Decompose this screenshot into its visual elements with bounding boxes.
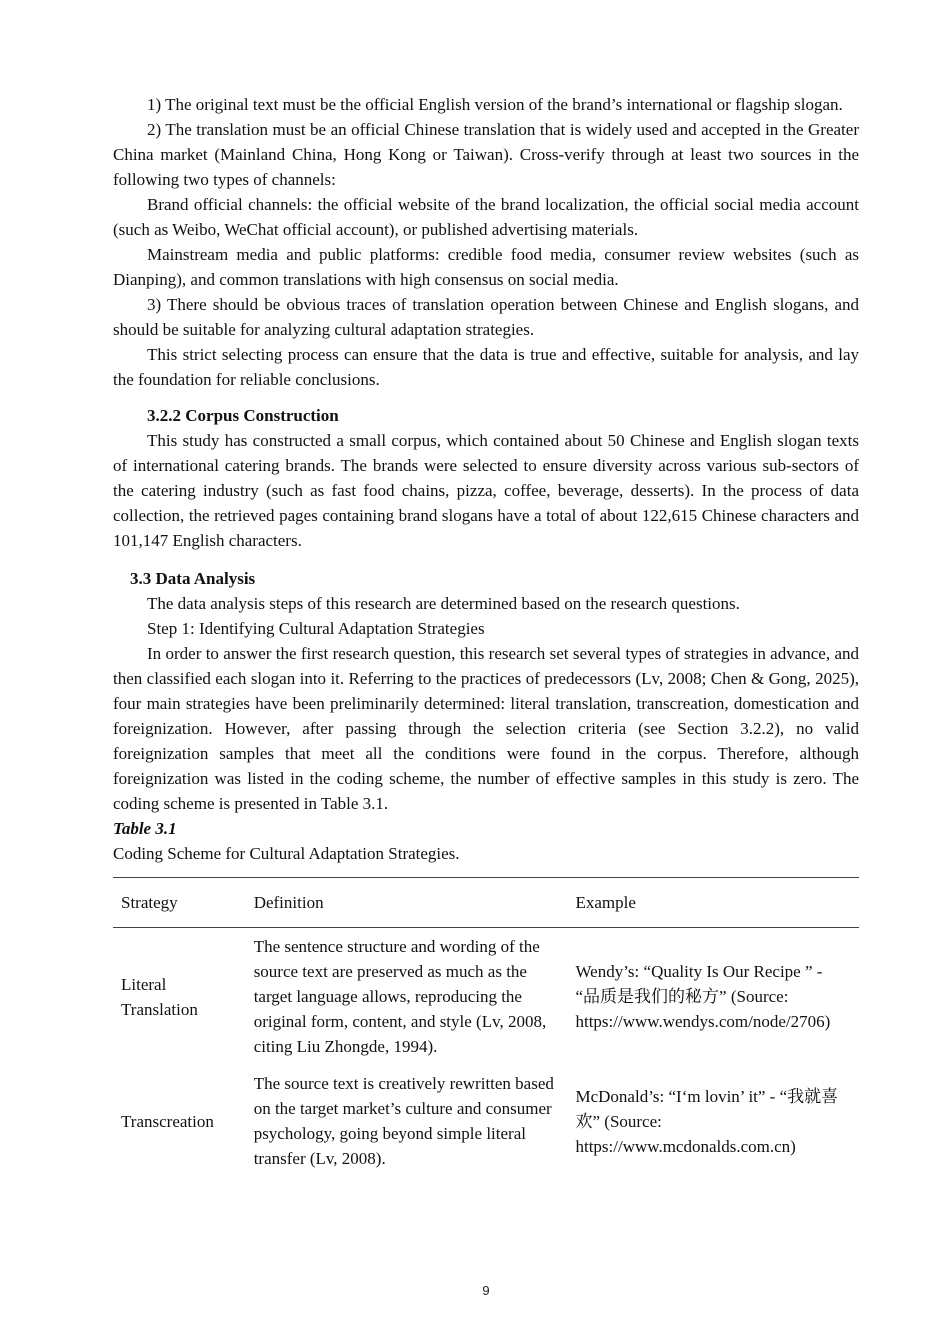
header-example: Example bbox=[575, 893, 636, 912]
cell-strategy: Transcreation bbox=[121, 1111, 214, 1131]
cell-definition: The source text is creatively rewritten based on the target market’s culture and consumer psychology, going beyond simple literal transfer (Lv, 2008). bbox=[253, 1074, 554, 1168]
corpus-construction-body: This study has constructed a small corpus, which contained about 50 Chinese and English slogan texts of international catering brands. The brands were selected to ensure diversity across various sub-sectors of the catering industry (such as fast food chains, pizza, coffee, beverage, desserts). In the process of data collection, the retrieved pages containing brand slogans have a total of about 122,615 Chinese characters and 101,147 English characters. bbox=[113, 431, 859, 550]
heading-data-analysis: 3.3 Data Analysis bbox=[130, 569, 256, 588]
criterion-3: 3) There should be obvious traces of translation operation between Chinese and English slogans, and should be suitable for analyzing cultural adaptation strategies. bbox=[113, 295, 859, 339]
coding-scheme-table bbox=[113, 877, 859, 1177]
criterion-1: 1) The original text must be the official English version of the brand’s international or flagship slogan. bbox=[147, 95, 843, 114]
page-body bbox=[113, 92, 859, 1177]
table-number: Table 3.1 bbox=[113, 819, 177, 838]
channel-mainstream-media: Mainstream media and public platforms: credible food media, consumer review websites (such as Dianping), and common translations with high consensus on social media. bbox=[113, 245, 859, 289]
step-1-body: In order to answer the first research question, this research set several types of strategies in advance, and then classified each slogan into it. Referring to the practices of predecessors (Lv, 2008; Chen & Gong, 2025), four main strategies have been preliminarily determined: literal translation, transcreation, domestication and foreignization. However, after passing through the selection criteria (see Section 3.2.2), no valid foreignization samples that meet all the conditions were found in the corpus. Therefore, although foreignization was listed in the coding scheme, the number of effective samples in this study is zero. The coding scheme is presented in Table 3.1. bbox=[113, 644, 859, 813]
header-definition: Definition bbox=[253, 893, 324, 912]
channel-brand-official: Brand official channels: the official website of the brand localization, the official social media account (such as Weibo, WeChat official account), or published advertising materials. bbox=[113, 195, 859, 239]
header-strategy: Strategy bbox=[121, 893, 178, 912]
page-number: 9 bbox=[482, 1283, 490, 1298]
table-title: Coding Scheme for Cultural Adaptation Strategies. bbox=[113, 844, 460, 863]
table-header-row bbox=[113, 878, 859, 928]
heading-corpus-construction: 3.2.2 Corpus Construction bbox=[147, 406, 339, 425]
cell-definition: The sentence structure and wording of the source text are preserved as much as the target language allows, reproducing the original form, content, and style (Lv, 2008, citing Liu Zhongde, 1994). bbox=[253, 937, 547, 1056]
table-row bbox=[113, 1065, 859, 1177]
cell-example: Wendy’s: “Quality Is Our Recipe ” - “品质是我们的秘方” (Source: https://www.wendys.com/node/2706) bbox=[575, 962, 831, 1031]
selection-summary: This strict selecting process can ensure that the data is true and effective, suitable for analysis, and lay the foundation for reliable conclusions. bbox=[113, 345, 859, 389]
data-analysis-intro: The data analysis steps of this research are determined based on the research questions. bbox=[147, 594, 740, 613]
cell-example: McDonald’s: “I‘m lovin’ it” - “我就喜欢” (Source: https://www.mcdonalds.com.cn) bbox=[575, 1086, 839, 1156]
criterion-2: 2) The translation must be an official Chinese translation that is widely used and accepted in the Greater China market (Mainland China, Hong Kong or Taiwan). Cross-verify through at least two sources in the following two types of channels: bbox=[113, 120, 859, 189]
cell-strategy: Literal Translation bbox=[121, 974, 198, 1019]
table-row bbox=[113, 928, 859, 1066]
step-1-title: Step 1: Identifying Cultural Adaptation Strategies bbox=[147, 619, 485, 638]
